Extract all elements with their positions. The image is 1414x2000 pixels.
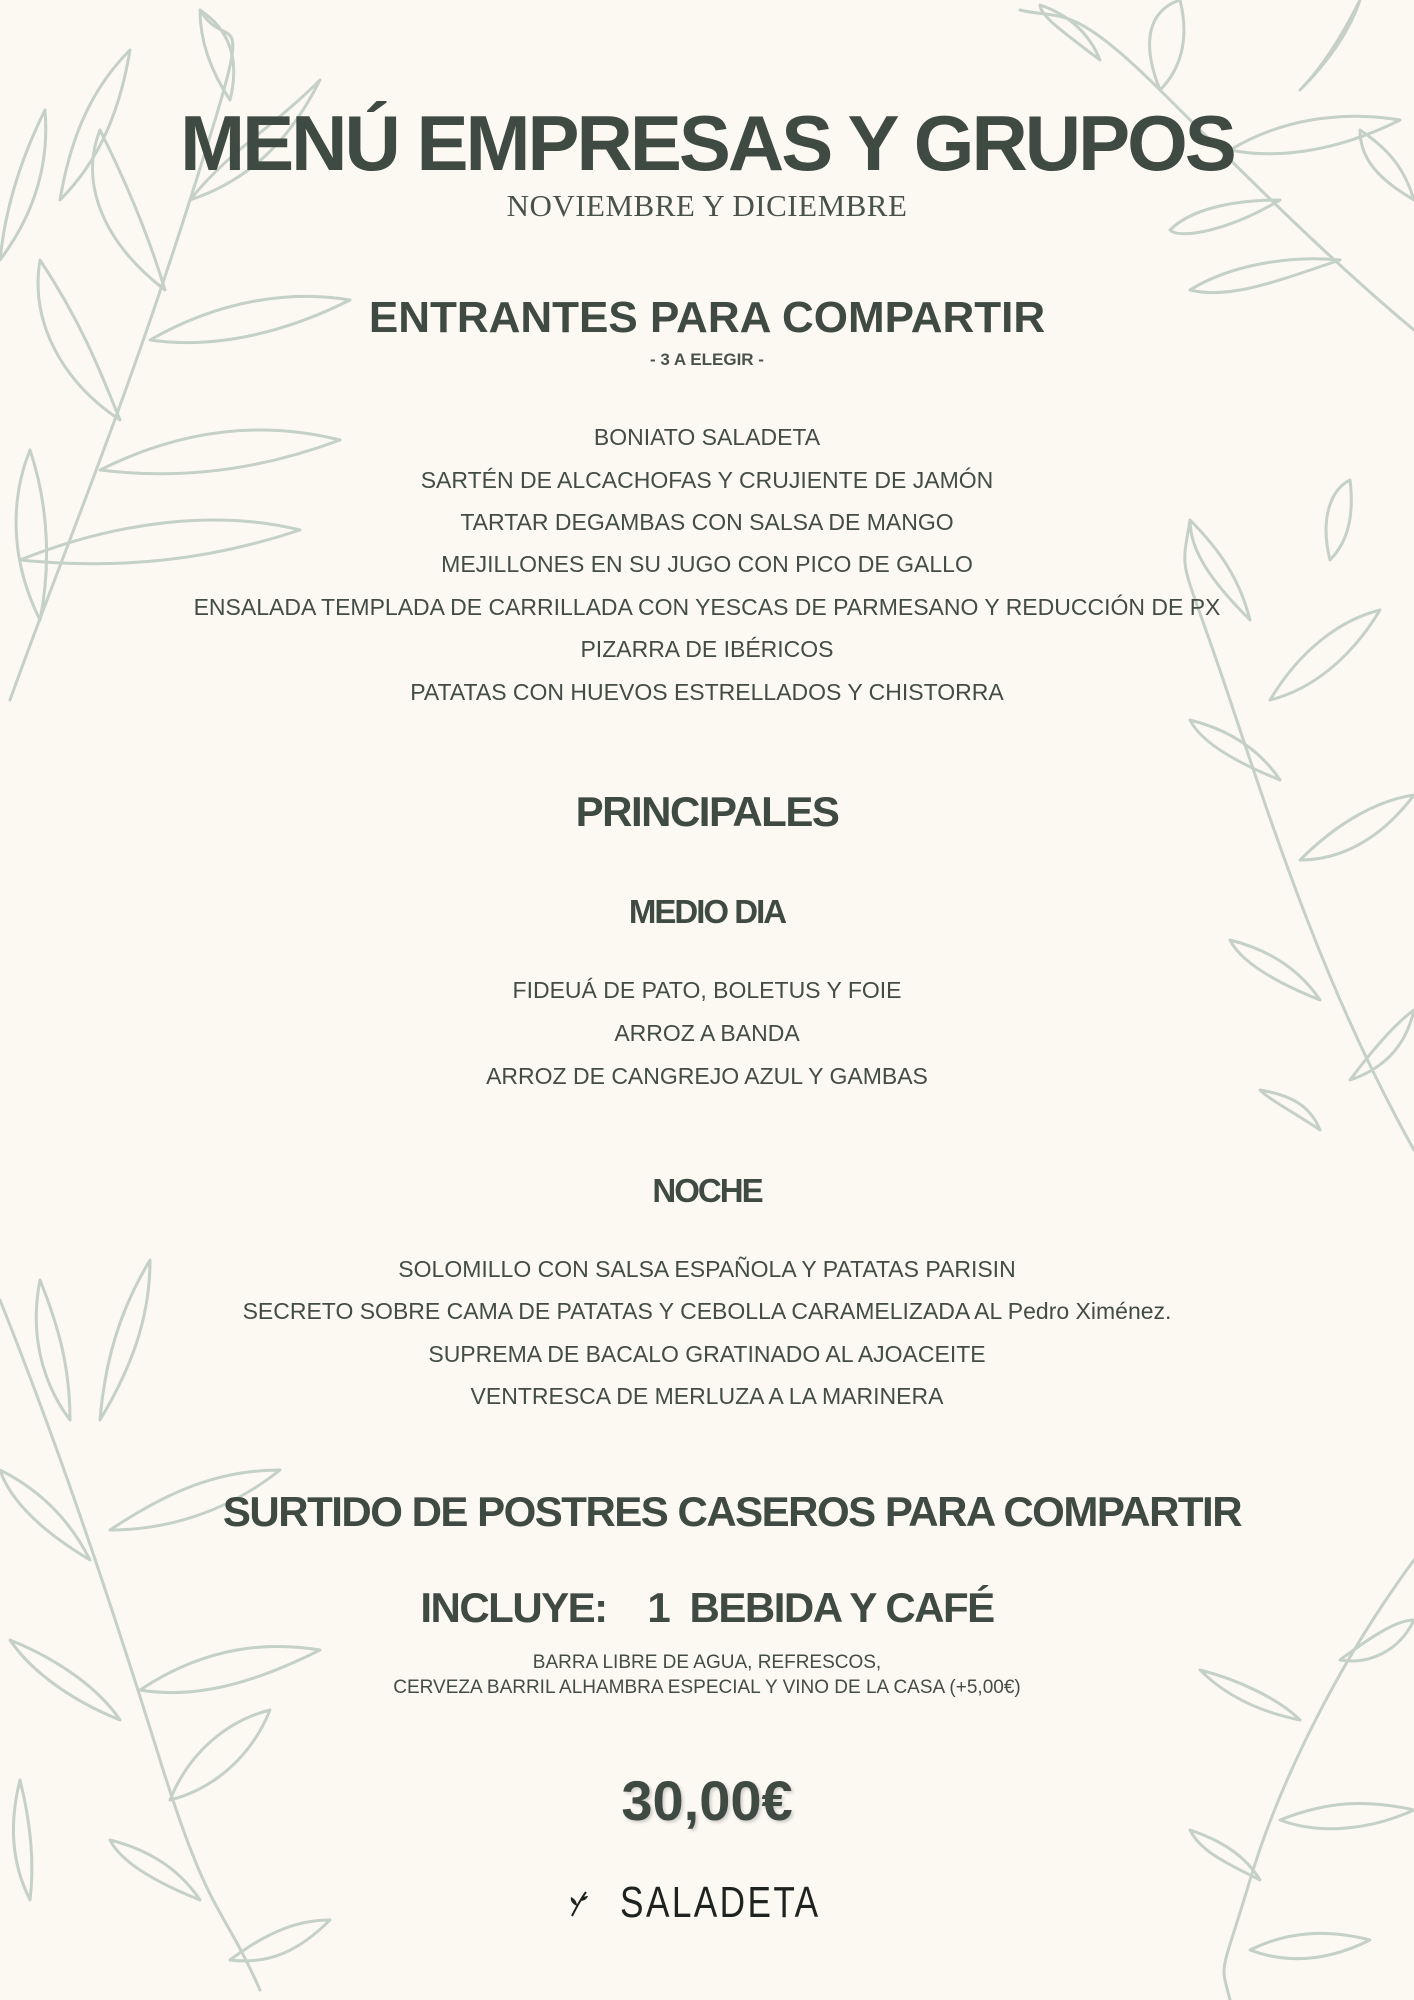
noche-item: SUPREMA DE BACALO GRATINADO AL AJOACEITE	[428, 1341, 986, 1367]
saladeta-logo	[0, 1878, 1414, 1928]
menu-price: 30,00€	[621, 1769, 793, 1832]
incluye-line: BARRA LIBRE DE AGUA, REFRESCOS,	[532, 1652, 882, 1673]
entrantes-item: MEJILLONES EN SU JUGO CON PICO DE GALLO	[441, 551, 973, 577]
leaf-sprig-icon	[568, 1888, 590, 1918]
medio-dia-item: ARROZ A BANDA	[614, 1020, 800, 1046]
incluye-heading: INCLUYE: 1 BEBIDA Y CAFÉ	[420, 1584, 994, 1631]
noche-heading: NOCHE	[652, 1172, 762, 1209]
medio-dia-item: FIDEUÁ DE PATO, BOLETUS Y FOIE	[512, 977, 902, 1003]
principales-heading: PRINCIPALES	[575, 788, 839, 835]
logo-text: SALADETA	[619, 1878, 821, 1927]
entrantes-item: PIZARRA DE IBÉRICOS	[580, 636, 834, 662]
entrantes-item: TARTAR DEGAMBAS CON SALSA DE MANGO	[460, 509, 954, 535]
noche-item: SOLOMILLO CON SALSA ESPAÑOLA Y PATATAS PARISIN	[398, 1256, 1016, 1282]
entrantes-item: SARTÉN DE ALCACHOFAS Y CRUJIENTE DE JAMÓN	[420, 467, 994, 493]
medio-dia-heading: MEDIO DIA	[628, 893, 786, 930]
menu-title: MENÚ EMPRESAS Y GRUPOS	[180, 99, 1234, 187]
menu-subtitle: NOVIEMBRE Y DICIEMBRE	[506, 188, 908, 223]
noche-item: SECRETO SOBRE CAMA DE PATATAS Y CEBOLLA CARAMELIZADA AL Pedro Ximénez.	[242, 1298, 1172, 1324]
postres-heading: SURTIDO DE POSTRES CASEROS PARA COMPARTIR	[222, 1488, 1242, 1535]
incluye-line: CERVEZA BARRIL ALHAMBRA ESPECIAL Y VINO DE LA CASA (+5,00€)	[393, 1677, 1021, 1698]
noche-item: VENTRESCA DE MERLUZA A LA MARINERA	[470, 1383, 944, 1409]
entrantes-heading: ENTRANTES PARA COMPARTIR	[368, 293, 1046, 342]
medio-dia-item: ARROZ DE CANGREJO AZUL Y GAMBAS	[486, 1063, 928, 1089]
entrantes-note: - 3 A ELEGIR -	[650, 350, 764, 369]
entrantes-item: ENSALADA TEMPLADA DE CARRILLADA CON YESCAS DE PARMESANO Y REDUCCIÓN DE PX	[193, 594, 1221, 620]
entrantes-item: PATATAS CON HUEVOS ESTRELLADOS Y CHISTORRA	[410, 679, 1004, 705]
entrantes-item: BONIATO SALADETA	[593, 424, 821, 450]
